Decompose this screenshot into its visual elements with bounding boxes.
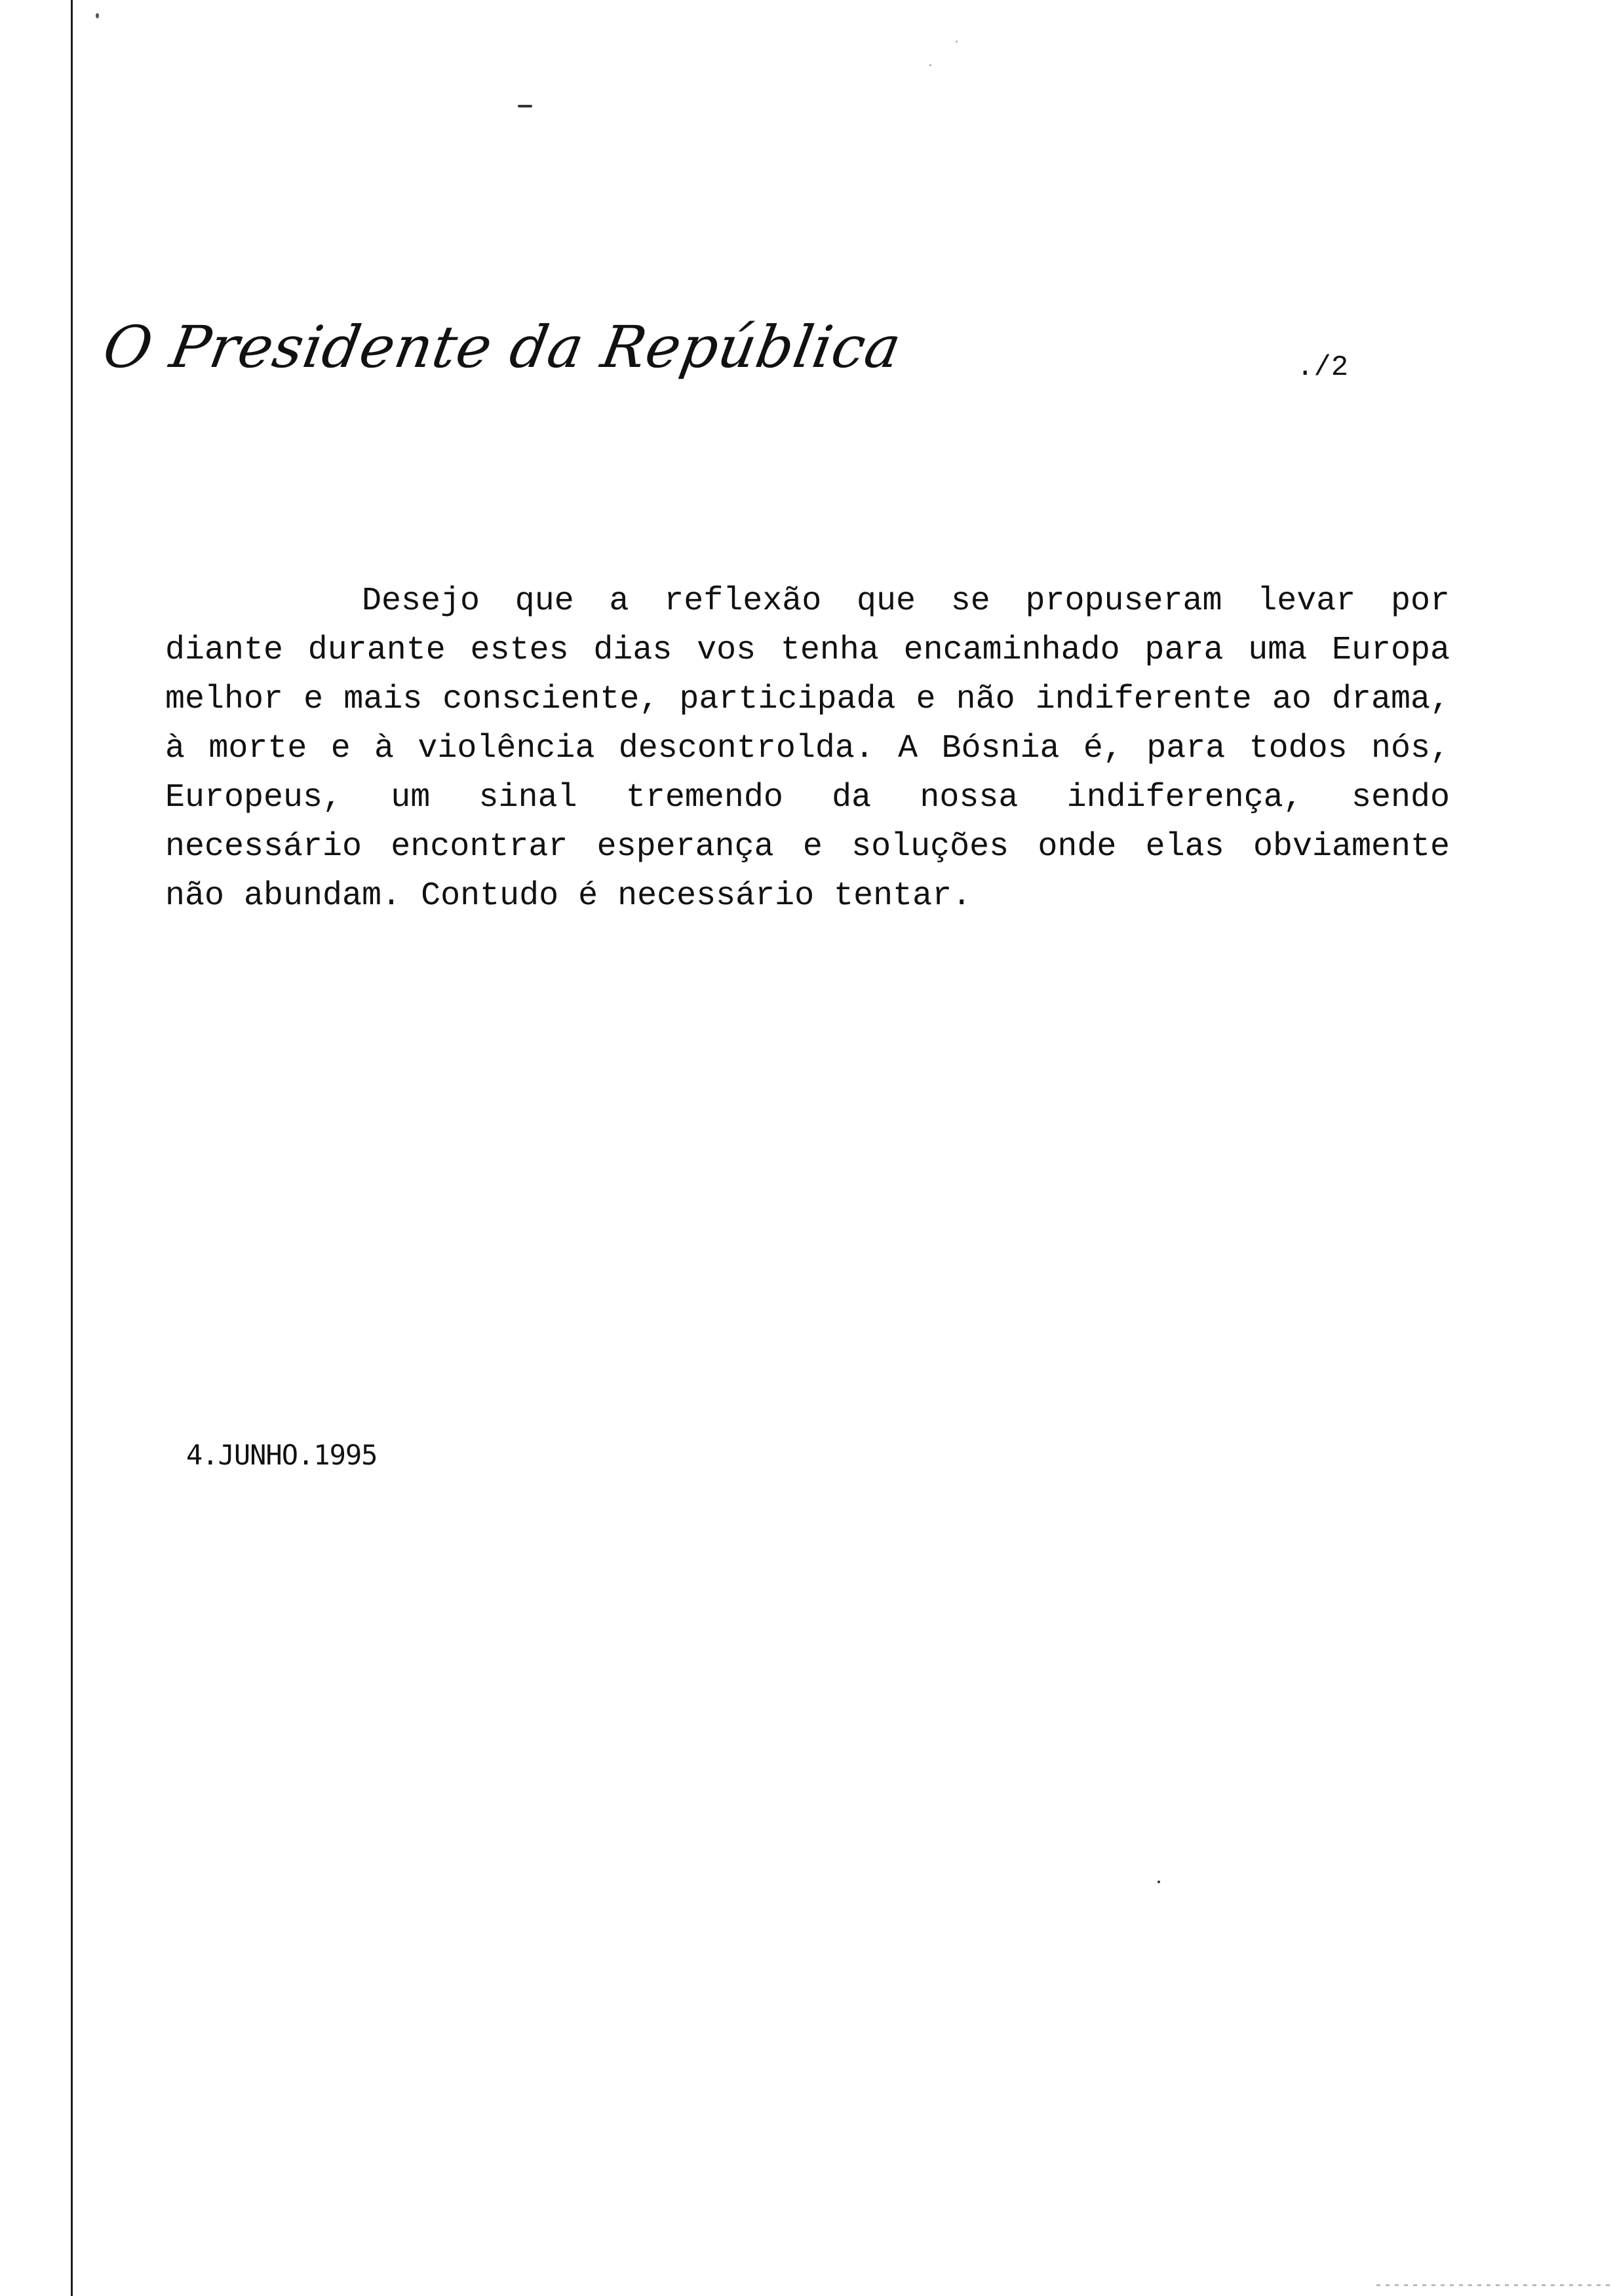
scan-speck <box>518 105 532 107</box>
letterhead-title: O Presidente da República <box>98 313 906 381</box>
scan-speck <box>96 13 99 18</box>
scan-speck <box>956 41 958 43</box>
scan-speck <box>1158 1881 1160 1883</box>
binding-margin-line <box>71 0 73 2296</box>
document-date: 4.JUNHO.1995 <box>186 1439 378 1471</box>
page-number: ./2 <box>1296 351 1349 384</box>
scan-edge-artifact <box>1376 2284 1615 2286</box>
body-paragraph: Desejo que a reflexão que se propuseram levar por diante durante estes dias vos tenha encaminhado para uma Europa melhor e mais consciente, participada e não indiferente ao drama, à morte e à violência descontrolda. A Bósnia é, para todos nós, Europeus, um sinal tremendo da nossa indiferença, sendo necessário encontrar esperança e soluções onde elas obviamente não abundam. Contudo é necessário tentar. <box>165 583 1450 915</box>
scan-speck <box>929 64 931 66</box>
